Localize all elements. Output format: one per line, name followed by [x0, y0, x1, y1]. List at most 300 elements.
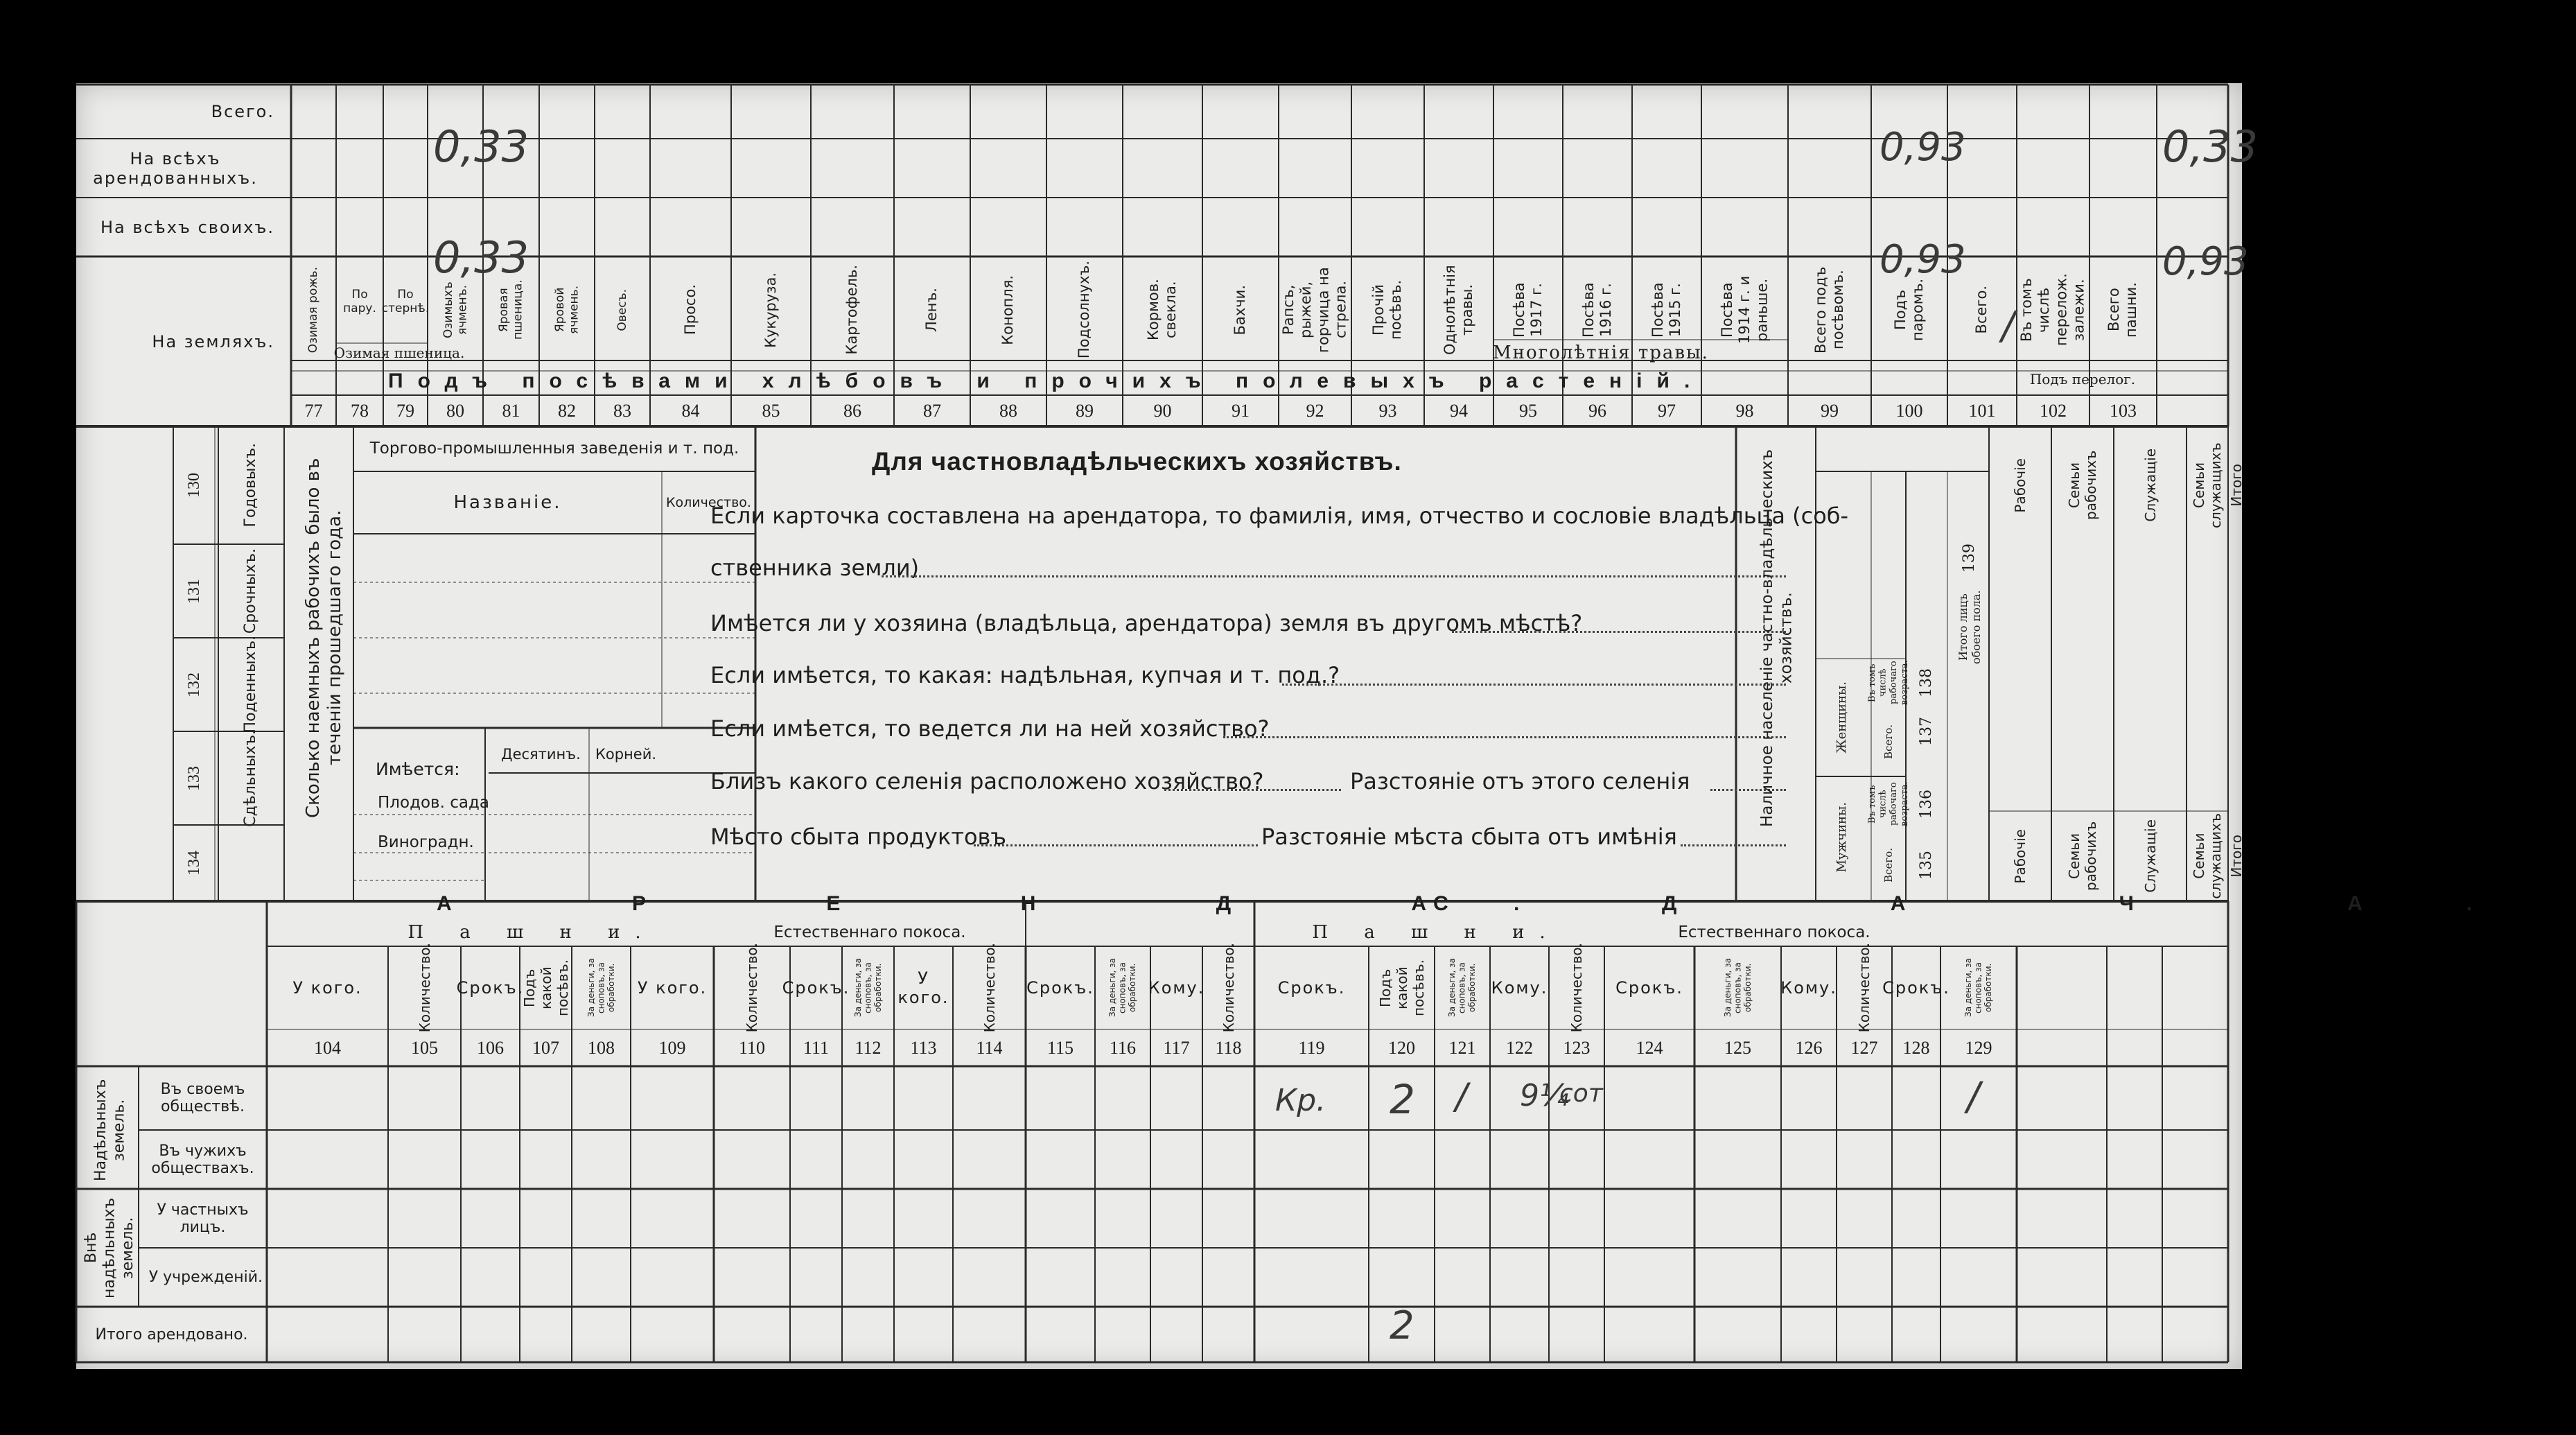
bottom-col-number	[1604, 1029, 1694, 1066]
right-col-footer-text: Семьи рабочихъ	[2066, 821, 2099, 892]
bottom-col-number	[388, 1029, 461, 1066]
bottom-col-number	[1781, 1029, 1837, 1066]
bottom-col-header-text: Количество.	[1856, 943, 1873, 1033]
question-4: Если имѣется, то ведется ли на ней хозяйство?	[710, 715, 1270, 742]
plodov-sada-label: Плодов. сада	[378, 794, 489, 812]
bottom-col-number-text: 123	[1563, 1037, 1591, 1058]
bottom-col-number	[1202, 1029, 1254, 1066]
top-col-header	[336, 262, 383, 340]
question-5: Близъ какого селенія расположено хозяйство?	[710, 768, 1264, 794]
hired-workers-title: Сколько наемныхъ рабочихъ было въ теченіи прошедшаго года.	[302, 458, 345, 818]
bottom-col-header-text: За деньги, за сноповъ, за обработки.	[1107, 958, 1138, 1018]
bottom-col-header	[953, 943, 1026, 1033]
top-col-number	[1351, 395, 1424, 426]
top-col-header-text: Озимыхъ ячменъ.	[441, 281, 469, 338]
bottom-col-number-text: 120	[1388, 1037, 1415, 1058]
bottom-col-number	[1369, 1029, 1435, 1066]
right-col-header	[2114, 433, 2187, 537]
top-col-number	[731, 395, 811, 426]
top-col-header-text: Посѣва 1914 г. и раньше.	[1718, 275, 1771, 345]
hw-total-c103: 0,33	[2162, 121, 2259, 172]
bottom-col-header	[1882, 949, 1950, 1027]
vtom-m	[1866, 776, 1910, 832]
korney-header: Корней.	[595, 745, 657, 763]
top-col-header-text: Овесъ.	[615, 288, 629, 331]
bottom-row-label-text: Итого арендовано.	[95, 1325, 248, 1343]
vsego-m-text: Всего.	[1882, 847, 1895, 882]
top-col-header-text: Просо.	[681, 284, 699, 336]
bottom-col-number	[1940, 1029, 2017, 1066]
bottom-col-number	[894, 1029, 953, 1066]
right-col-footer	[2114, 815, 2187, 898]
worker-type	[218, 426, 284, 544]
top-col-header	[650, 262, 731, 358]
bottom-col-header	[1148, 949, 1205, 1027]
top-col-number-text: 95	[1519, 400, 1537, 421]
bottom-col-header	[782, 949, 850, 1027]
top-col-number	[894, 395, 970, 426]
bottom-col-number-text: 116	[1109, 1037, 1137, 1058]
top-col-number-text: 99	[1821, 400, 1839, 421]
hw-own-c103: 0,93	[2162, 239, 2249, 284]
bottom-col-header	[1026, 949, 1095, 1027]
top-col-number	[650, 395, 731, 426]
bottom-col-header-text: Количество.	[744, 943, 760, 1033]
top-col-header-text: Всего подъ посѣвомъ.	[1812, 266, 1846, 354]
nalich-title: Наличное населеніе частно-владѣльческихъ хозяйствъ.	[1758, 449, 1796, 827]
top-col-number	[1202, 395, 1279, 426]
pod-perelog-label: Подъ перелог.	[2029, 371, 2136, 388]
bottom-col-number	[461, 1029, 520, 1066]
worker-number-text: 132	[184, 672, 203, 697]
bottom-col-number	[790, 1029, 842, 1066]
bottom-col-number	[714, 1029, 790, 1066]
bottom-col-number	[1150, 1029, 1202, 1066]
top-col-header-text: Конопля.	[999, 275, 1017, 345]
trade-name-col: Названіе.	[453, 492, 562, 513]
top-col-number-text: 81	[502, 400, 520, 421]
worker-number-text: 134	[184, 851, 203, 876]
worker-number	[173, 544, 215, 638]
bottom-col-number	[1694, 1029, 1781, 1066]
top-col-number-text: 77	[304, 400, 323, 421]
top-col-number-text: 88	[999, 400, 1017, 421]
bottom-col-number	[1837, 1029, 1892, 1066]
bottom-col-number	[631, 1029, 714, 1066]
bottom-col-number-text: 115	[1046, 1037, 1074, 1058]
bottom-col-header-text: Срокъ.	[1882, 978, 1950, 998]
vsego-f	[1871, 707, 1906, 776]
bottom-col-header	[1781, 949, 1837, 1027]
right-col-header-text: Семьи служащихъ	[2191, 442, 2224, 528]
top-col-number-text: 79	[396, 400, 414, 421]
top-col-number-text: 80	[446, 400, 464, 421]
top-col-number	[483, 395, 539, 426]
answer-line	[1282, 684, 1786, 686]
bottom-col-header-text: Срокъ.	[1277, 978, 1346, 998]
bottom-col-number-text: 128	[1902, 1037, 1930, 1058]
top-col-header	[1788, 262, 1871, 358]
right-col-footer	[2187, 815, 2228, 898]
right-col-footer	[2051, 815, 2114, 898]
ozimaya-label: Озимая пшеница.	[333, 345, 465, 361]
worker-type-text: Сдѣльныхъ.	[242, 729, 260, 827]
top-col-header-text: Прочій посѣвъ.	[1370, 279, 1405, 340]
top-col-header-text: По пару.	[343, 287, 376, 315]
bottom-col-header-text: Срокъ.	[1615, 978, 1683, 998]
question-3: Если имѣется, то какая: надѣльная, купчая и т. под.?	[710, 662, 1340, 688]
worker-type-text: Поденныхъ.	[242, 636, 260, 733]
question-6: Мѣсто сбыта продуктовъ	[710, 824, 1006, 850]
arenda-pokos: Естественнаго покоса.	[773, 923, 966, 941]
top-col-number	[1493, 395, 1563, 426]
hw-itogo-qty: 2	[1390, 1303, 1414, 1348]
top-col-number-text: 89	[1076, 400, 1094, 421]
top-col-header-text: Подсолнухъ.	[1076, 261, 1093, 359]
worker-type-text: Годовыхъ.	[242, 443, 260, 528]
top-col-header-text: Рапсъ, рыжей, горчица на стрела.	[1280, 267, 1349, 353]
top-col-number-text: 86	[843, 400, 861, 421]
hw-sdacha-srok: /	[1455, 1076, 1468, 1117]
top-col-number	[1123, 395, 1202, 426]
top-col-header-text: Яровая пшеница.	[497, 279, 525, 340]
group-nadelnye: Надѣльныхъ земель.	[91, 1079, 128, 1181]
panel-title: Для частновладѣльческихъ хозяйствъ.	[872, 447, 1402, 476]
bottom-col-header	[1490, 949, 1549, 1027]
muzhchiny-label	[1823, 776, 1861, 898]
top-col-number-text: 101	[1968, 400, 1996, 421]
bottom-col-header-text: У кого.	[897, 968, 949, 1007]
bottom-col-number	[1549, 1029, 1604, 1066]
hw-sdacha-qty: 2	[1390, 1076, 1415, 1123]
bottom-col-header-text: Количество.	[981, 943, 998, 1033]
bottom-col-header	[631, 949, 714, 1027]
bottom-col-header	[1604, 949, 1694, 1027]
bottom-col-number-text: 118	[1215, 1037, 1242, 1058]
vsego-m	[1871, 832, 1906, 898]
trade-qty-col: Количество.	[666, 495, 751, 510]
bottom-col-number-text: 126	[1795, 1037, 1823, 1058]
bottom-col-header-text: У кого.	[637, 978, 708, 998]
bottom-row-label-text: У частныхъ лицъ.	[157, 1201, 249, 1236]
bottom-col-header	[1369, 949, 1435, 1027]
hw-own-c99: 0,93	[1880, 237, 1966, 282]
imeetsya-label: Имѣется:	[376, 759, 460, 779]
bottom-col-header-text: За деньги, за сноповъ, за обработки.	[1447, 958, 1478, 1018]
top-row-label-text: На всѣхъ своихъ.	[100, 217, 274, 237]
worker-type	[218, 544, 284, 638]
answer-line	[1164, 789, 1341, 791]
bottom-col-number-text: 109	[658, 1037, 686, 1058]
top-col-number	[428, 395, 483, 426]
top-col-header	[1351, 262, 1424, 358]
top-col-header	[1123, 262, 1202, 358]
top-row-label	[76, 85, 284, 139]
bottom-row-label	[143, 1189, 263, 1248]
top-col-number-text: 85	[762, 400, 780, 421]
bottom-col-header-text: Кому.	[1148, 978, 1205, 998]
top-col-header	[539, 262, 595, 358]
bottom-col-number-text: 106	[477, 1037, 504, 1058]
top-col-number	[1563, 395, 1632, 426]
right-col-footer-text: Итого	[2228, 835, 2245, 878]
itogo-obo-text: Итого лицъ обоего пола.	[1956, 590, 1983, 665]
bottom-col-number	[1095, 1029, 1150, 1066]
top-col-number-text: 83	[613, 400, 631, 421]
right-col-footer	[2228, 815, 2245, 898]
bottom-col-number	[1254, 1029, 1369, 1066]
top-col-number	[811, 395, 894, 426]
bottom-col-number-text: 110	[738, 1037, 766, 1058]
bottom-col-number-text: 114	[976, 1037, 1003, 1058]
bottom-col-header-text: Подъ какой посѣвъ.	[1376, 959, 1427, 1017]
zhenshchiny-label-text: Женщины.	[1834, 681, 1849, 754]
bottom-col-header	[1435, 949, 1490, 1027]
vtom-f-text: Въ томъ числѣ рабочаго возраста.	[1866, 660, 1910, 706]
bottom-col-number-text: 108	[588, 1037, 615, 1058]
worker-number	[173, 638, 215, 731]
right-col-header	[1989, 433, 2051, 537]
mnogolet-label: Многолѣтнія травы.	[1493, 342, 1709, 363]
right-col-footer	[1989, 815, 2051, 898]
bottom-col-number-text: 112	[855, 1037, 882, 1058]
top-col-number	[1046, 395, 1123, 426]
bottom-col-header	[388, 943, 461, 1033]
bottom-col-number	[842, 1029, 894, 1066]
itogo-obo	[1951, 582, 1989, 672]
top-col-number-text: 98	[1735, 400, 1754, 421]
nalich-number	[1906, 707, 1947, 756]
worker-number	[173, 426, 215, 544]
bottom-row-label-text: Въ чужихъ обществахъ.	[151, 1142, 254, 1177]
right-col-header	[2187, 433, 2228, 537]
bottom-col-header	[1254, 949, 1369, 1027]
top-col-number	[1701, 395, 1788, 426]
top-col-number	[1279, 395, 1351, 426]
top-row-label-text: На земляхъ.	[152, 331, 274, 351]
arenda-pashni: П а ш н и.	[408, 922, 656, 943]
top-col-number	[2017, 395, 2089, 426]
top-col-number	[383, 395, 428, 426]
answer-line	[1452, 631, 1786, 633]
bottom-row-label	[143, 1248, 263, 1307]
top-col-number-text: 84	[681, 400, 700, 421]
top-col-header-text: Кукуруза.	[762, 272, 779, 348]
hw-c100-mark: /	[2001, 304, 2015, 349]
hw-sdacha-komu: Кр.	[1275, 1083, 1326, 1118]
hw-total-c79: 0,33	[433, 121, 529, 172]
bottom-col-number-text: 104	[314, 1037, 341, 1058]
bottom-col-number	[520, 1029, 572, 1066]
bottom-col-header-text: За деньги, за сноповъ, за обработки.	[1722, 958, 1753, 1018]
bottom-col-header-text: Срокъ.	[1026, 978, 1094, 998]
group-vne-nadelnyh: Внѣ надѣльныхъ земель.	[82, 1197, 137, 1298]
top-col-header-text: Въ томъ числѣ перелож. залежи.	[2018, 273, 2087, 347]
vtom-m-text: Въ томъ числѣ рабочаго возраста.	[1866, 781, 1910, 827]
bottom-col-number	[267, 1029, 388, 1066]
top-col-number-text: 100	[1895, 400, 1923, 421]
top-col-header	[2089, 262, 2157, 358]
top-col-header	[811, 262, 894, 358]
right-col-footer-text: Рабочіе	[2012, 828, 2029, 884]
bottom-col-number-text: 122	[1506, 1037, 1533, 1058]
top-col-number-text: 92	[1306, 400, 1324, 421]
answer-line	[1223, 736, 1786, 738]
right-col-footer-text: Семьи служащихъ	[2191, 813, 2224, 899]
bottom-col-header-text: Кому.	[1491, 978, 1548, 998]
bottom-col-number	[1026, 1029, 1095, 1066]
hw-own-c79: 0,33	[433, 232, 529, 283]
top-col-number-text: 87	[923, 400, 941, 421]
top-col-number-text: 93	[1378, 400, 1397, 421]
nalich-number-text: 139	[1961, 543, 1979, 573]
bottom-col-header	[1549, 943, 1604, 1033]
top-col-number	[970, 395, 1046, 426]
bottom-col-header-text: За деньги, за сноповъ, за обработки.	[1963, 958, 1994, 1018]
bottom-col-header-text: Количество.	[1568, 943, 1585, 1033]
top-col-number-text: 78	[351, 400, 369, 421]
worker-number-text: 133	[184, 765, 203, 791]
bottom-col-number	[1892, 1029, 1940, 1066]
bottom-col-header	[456, 949, 525, 1027]
hw-total-c99: 0,93	[1880, 125, 1966, 170]
trade-title: Торгово-промышленныя заведенія и т. под.	[369, 440, 739, 458]
bottom-col-number	[953, 1029, 1026, 1066]
bottom-col-number	[572, 1029, 631, 1066]
nalich-number-text: 138	[1917, 668, 1935, 697]
right-col-header-text: Итого	[2228, 464, 2245, 507]
top-col-number	[2089, 395, 2157, 426]
hw-sdacha-za: сот	[1559, 1079, 1603, 1108]
top-col-header	[2017, 262, 2089, 358]
worker-number-text: 130	[184, 473, 203, 498]
top-col-header-text: По стернѣ.	[381, 287, 430, 315]
sdacha-pashni: П а ш н и.	[1312, 922, 1561, 943]
bottom-row-label	[143, 1066, 263, 1130]
bottom-col-header-text: Срокъ.	[782, 978, 850, 998]
top-col-number-text: 90	[1153, 400, 1172, 421]
top-col-header-text: Посѣва 1916 г.	[1579, 282, 1614, 338]
bottom-col-header	[894, 949, 953, 1027]
bottom-col-header-text: За деньги, за сноповъ, за обработки.	[852, 958, 883, 1018]
top-col-number	[291, 395, 336, 426]
bottom-col-header	[1202, 943, 1254, 1033]
top-col-header-text: Бахчи.	[1232, 284, 1249, 336]
bottom-col-number-text: 119	[1298, 1037, 1325, 1058]
bottom-col-header-text: Количество.	[1220, 943, 1237, 1033]
top-banner: Подъ посѣвами хлѣбовъ и прочихъ полевыхъ растеній.	[388, 369, 1705, 392]
bottom-col-number	[1490, 1029, 1549, 1066]
bottom-col-number-text: 111	[803, 1037, 830, 1058]
worker-number	[173, 825, 215, 901]
question-6b: Разстояніе мѣста сбыта отъ имѣнія	[1261, 824, 1677, 850]
answer-line	[974, 844, 1258, 846]
top-col-number	[336, 395, 383, 426]
vtom-f	[1866, 659, 1910, 707]
bottom-row-label-text: У учрежденій.	[148, 1269, 263, 1286]
bottom-col-header-text: Срокъ.	[456, 978, 525, 998]
nalich-number-text: 135	[1917, 850, 1935, 880]
top-col-number-text: 91	[1232, 400, 1250, 421]
census-card	[76, 83, 2576, 1369]
top-col-number-text: 82	[558, 400, 576, 421]
top-col-number-text: 103	[2110, 400, 2137, 421]
bottom-col-header-text: Подъ какой посѣвъ.	[520, 959, 571, 1017]
question-5b: Разстояніе отъ этого селенія	[1350, 768, 1690, 794]
bottom-col-header-text: За деньги, за сноповъ, за обработки.	[586, 958, 616, 1018]
top-col-header-text: Картофель.	[843, 265, 861, 355]
top-col-number	[1632, 395, 1701, 426]
sdacha-banner: С Д А Ч А.	[1433, 892, 2576, 915]
bottom-col-header	[520, 949, 572, 1027]
nalich-number	[1906, 776, 1947, 832]
bottom-row-label-text: Въ своемъ обществѣ.	[160, 1081, 245, 1115]
nalich-number	[1906, 832, 1947, 898]
arenda-banner: А Р Е Н Д А.	[437, 892, 1607, 915]
top-col-number-text: 102	[2040, 400, 2067, 421]
top-col-header	[595, 262, 650, 358]
top-col-header	[731, 262, 811, 358]
worker-type	[218, 638, 284, 731]
question-1b: ственника земли)	[710, 555, 920, 581]
top-col-header-text: Однолѣтнія травы.	[1441, 265, 1475, 355]
top-row-label	[76, 198, 284, 256]
top-col-header-text: Посѣва 1917 г.	[1510, 282, 1545, 338]
top-col-header-text: Всего.	[1973, 286, 1990, 334]
vinogradn-label: Виноградн.	[378, 833, 474, 851]
desyatin-header: Десятинъ.	[501, 745, 581, 763]
top-col-number-text: 97	[1658, 400, 1676, 421]
vsego-f-text: Всего.	[1882, 724, 1895, 759]
bottom-col-header	[714, 943, 790, 1033]
hw-sdacha-posev: 9¼	[1520, 1078, 1569, 1113]
top-col-header-text: Ленъ.	[923, 288, 940, 332]
top-col-number-text: 94	[1450, 400, 1468, 421]
bottom-col-header-text: У кого.	[292, 978, 362, 998]
right-col-header-text: Рабочіе	[2012, 458, 2029, 513]
bottom-col-number-text: 107	[532, 1037, 559, 1058]
question-2: Имѣется ли у хозяина (владѣльца, арендатора) земля въ другомъ мѣстѣ?	[710, 610, 1583, 636]
top-col-number	[1947, 395, 2017, 426]
top-col-header-text: Яровой ячмень.	[552, 285, 581, 335]
worker-type-text: Срочныхъ.	[242, 548, 260, 634]
nalich-number-text: 137	[1917, 717, 1935, 746]
right-col-header	[2228, 433, 2245, 537]
bottom-col-header	[842, 949, 894, 1027]
bottom-col-header	[1694, 949, 1781, 1027]
top-col-header-text: Кормов. свекла.	[1145, 279, 1180, 341]
top-col-header-text: Подъ паромъ.	[1891, 278, 1926, 342]
bottom-row-label	[80, 1307, 263, 1362]
bottom-col-number-text: 117	[1163, 1037, 1190, 1058]
top-col-number-text: 96	[1588, 400, 1606, 421]
top-row-label	[76, 139, 284, 198]
bottom-col-header	[1940, 949, 2017, 1027]
bottom-col-header-text: Кому.	[1780, 978, 1837, 998]
answer-line	[882, 575, 1786, 577]
bottom-col-number-text: 125	[1724, 1037, 1751, 1058]
top-col-number	[1788, 395, 1871, 426]
worker-number	[173, 731, 215, 825]
nalich-number	[1906, 659, 1947, 707]
top-col-header	[383, 262, 428, 340]
bottom-col-header	[1095, 949, 1150, 1027]
hw-c126-mark: /	[1967, 1075, 1980, 1120]
top-col-number	[1424, 395, 1493, 426]
top-col-number	[539, 395, 595, 426]
bottom-col-number	[1435, 1029, 1490, 1066]
right-col-header-text: Семьи рабочихъ	[2066, 450, 2099, 521]
